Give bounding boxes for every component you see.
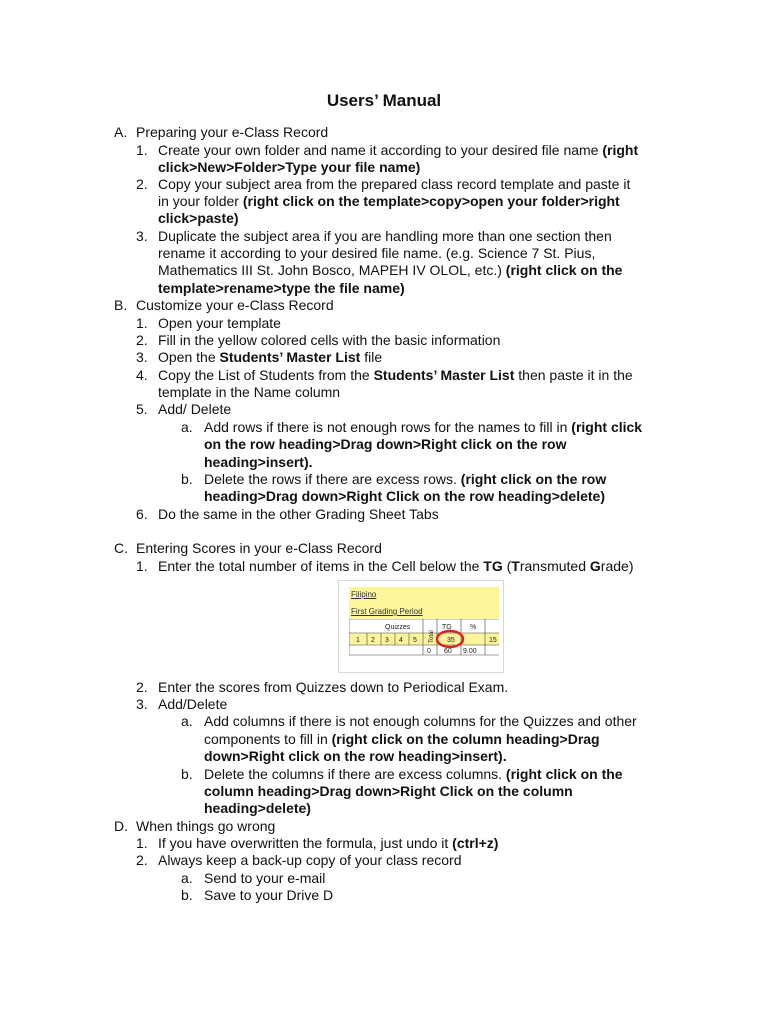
row2-pct: 9.00 xyxy=(463,648,477,655)
pct-value: 15 xyxy=(489,637,497,644)
sublist-letter: b. xyxy=(181,887,193,903)
sublist-item-text: heading>Drag down>Right Click on the row heading>delete) xyxy=(204,488,605,504)
list-number: 1. xyxy=(136,315,148,331)
row2-tg: 60 xyxy=(444,648,452,655)
page-title: Users’ Manual xyxy=(326,91,442,110)
sublist-letter: a. xyxy=(181,419,193,435)
quizzes-header: Quizzes xyxy=(385,624,411,631)
list-item-text: in your folder (right click on the template>copy>open your folder>right xyxy=(158,193,620,209)
list-number: 3. xyxy=(136,696,148,712)
sublist-item-text: heading>delete) xyxy=(204,800,311,816)
sublist-item-text: Add rows if there is not enough rows for the names to fill in (right click xyxy=(204,419,643,435)
sublist-letter: a. xyxy=(181,713,193,729)
list-number: 1. xyxy=(136,558,148,574)
list-item-text: Duplicate the subject area if you are handling more than one section then xyxy=(158,228,612,244)
list-item-text: template in the Name column xyxy=(158,384,341,400)
list-number: 3. xyxy=(136,349,148,365)
section-b-heading: Customize your e-Class Record xyxy=(136,297,334,313)
grading-period-label: First Grading Period xyxy=(351,607,423,616)
sublist-item-text: Add columns if there is not enough columns for the Quizzes and other xyxy=(204,713,637,729)
list-number: 4. xyxy=(136,367,148,383)
quiz-number: 3 xyxy=(385,637,389,644)
section-d-heading: When things go wrong xyxy=(136,818,276,834)
list-item-text: Enter the total number of items in the Cell below the TG (Transmuted Grade) xyxy=(158,558,634,574)
list-item-text: template>rename>type the file name) xyxy=(158,280,405,296)
list-item-text: Always keep a back-up copy of your class record xyxy=(158,852,462,868)
list-number: 6. xyxy=(136,506,148,522)
sublist-letter: b. xyxy=(181,766,193,782)
sublist-item-text: Send to your e-mail xyxy=(204,870,326,886)
list-item-text: Create your own folder and name it according to your desired file name (right xyxy=(158,142,639,158)
sublist-letter: b. xyxy=(181,471,193,487)
list-number: 2. xyxy=(136,679,148,695)
pct-header: % xyxy=(470,624,477,631)
list-item-text: Copy the List of Students from the Students’ Master List then paste it in the xyxy=(158,367,633,383)
list-item-text: Open the Students’ Master List file xyxy=(158,349,383,365)
sublist-item-text: down>Right click on the row heading>insert). xyxy=(204,748,507,764)
list-item-text: rename it according to your desired file name. (e.g. Science 7 St. Pius, xyxy=(158,245,596,261)
list-item-text: Open your template xyxy=(158,315,281,331)
section-a-marker: A. xyxy=(114,124,128,140)
section-c-heading: Entering Scores in your e-Class Record xyxy=(136,540,382,556)
list-item-text: Copy your subject area from the prepared class record template and paste it xyxy=(158,176,631,192)
quiz-number: 1 xyxy=(356,637,360,644)
list-item-text: Do the same in the other Grading Sheet Tabs xyxy=(158,506,439,522)
list-item-text: Fill in the yellow colored cells with the basic information xyxy=(158,332,501,348)
row2-total: 0 xyxy=(427,648,431,655)
list-item-text: Mathematics III St. John Bosco, MAPEH IV OLOL, etc.) (right click on the xyxy=(158,262,623,278)
total-header: Total xyxy=(429,630,435,643)
list-number: 5. xyxy=(136,401,148,417)
quiz-number: 2 xyxy=(371,637,375,644)
list-number: 1. xyxy=(136,142,148,158)
list-item-text: click>New>Folder>Type your file name) xyxy=(158,159,421,175)
tg-header: TG xyxy=(442,624,452,631)
list-item-text: If you have overwritten the formula, just undo it (ctrl+z) xyxy=(158,835,499,851)
section-b-marker: B. xyxy=(114,297,128,313)
list-item-text: Add/Delete xyxy=(158,696,228,712)
list-item-text: Add/ Delete xyxy=(158,401,232,417)
tg-total-value: 35 xyxy=(447,637,455,644)
quiz-number: 5 xyxy=(413,637,417,644)
list-item-text: click>paste) xyxy=(158,210,239,226)
sublist-item-text: Delete the rows if there are excess rows. (right click on the row xyxy=(204,471,607,487)
list-number: 2. xyxy=(136,852,148,868)
section-a-heading: Preparing your e-Class Record xyxy=(136,124,329,140)
section-d-marker: D. xyxy=(114,818,128,834)
sublist-item-text: column heading>Drag down>Right Click on the column xyxy=(204,783,573,799)
section-c-marker: C. xyxy=(114,540,128,556)
list-item-text: Enter the scores from Quizzes down to Periodical Exam. xyxy=(158,679,509,695)
list-number: 1. xyxy=(136,835,148,851)
sublist-item-text: on the row heading>Drag down>Right click on the row xyxy=(204,436,567,452)
list-number: 2. xyxy=(136,176,148,192)
list-number: 3. xyxy=(136,228,148,244)
grade-grid xyxy=(349,619,499,665)
sublist-item-text: Delete the columns if there are excess columns. (right click on the xyxy=(204,766,623,782)
sublist-letter: a. xyxy=(181,870,193,886)
grade-sheet-screenshot xyxy=(338,580,504,673)
sublist-item-text: heading>insert). xyxy=(204,454,313,470)
quiz-number: 4 xyxy=(399,637,403,644)
sublist-item-text: components to fill in (right click on the column heading>Drag xyxy=(204,731,600,747)
sublist-item-text: Save to your Drive D xyxy=(204,887,334,903)
subject-label: Filipino xyxy=(351,590,377,599)
list-number: 2. xyxy=(136,332,148,348)
